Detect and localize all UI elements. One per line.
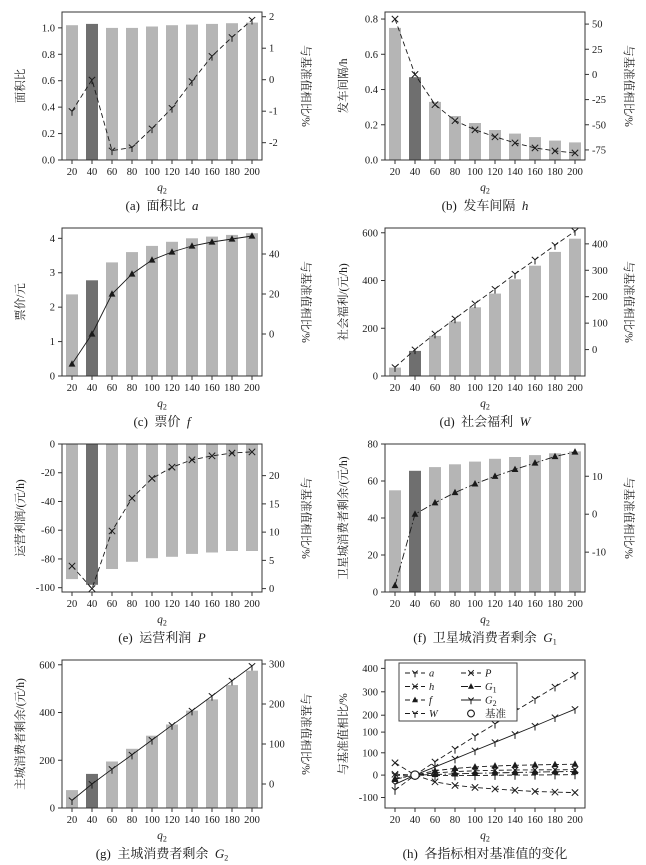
svg-text:100: 100: [592, 318, 608, 330]
svg-text:15: 15: [269, 499, 280, 511]
svg-text:与基准值相比/%: 与基准值相比/%: [299, 693, 311, 775]
svg-text:180: 180: [224, 599, 240, 610]
svg-text:与基准值相比/%: 与基准值相比/%: [622, 261, 634, 343]
svg-text:160: 160: [527, 167, 543, 178]
svg-text:-60: -60: [41, 525, 55, 537]
svg-text:0.6: 0.6: [364, 49, 378, 61]
svg-text:80: 80: [126, 815, 138, 826]
svg-text:(b) 发车间隔 h: (b) 发车间隔 h: [441, 198, 529, 213]
subplot-e-svg: [0, 432, 323, 648]
svg-text:160: 160: [204, 383, 220, 394]
svg-text:200: 200: [269, 699, 285, 711]
svg-text:120: 120: [164, 167, 180, 178]
svg-text:0: 0: [269, 329, 275, 341]
svg-text:140: 140: [184, 383, 200, 394]
svg-text:1: 1: [269, 43, 275, 55]
svg-text:-25: -25: [592, 95, 606, 107]
svg-text:(e) 运营利润 P: (e) 运营利润 P: [118, 630, 206, 645]
svg-text:200: 200: [567, 167, 583, 178]
svg-text:400: 400: [362, 663, 378, 675]
svg-text:3: 3: [49, 268, 55, 280]
svg-text:80: 80: [449, 815, 461, 826]
svg-text:140: 140: [507, 599, 523, 610]
svg-text:-50: -50: [592, 120, 606, 132]
svg-text:与基准值相比/%: 与基准值相比/%: [299, 477, 311, 559]
svg-text:a: a: [429, 668, 435, 680]
svg-text:票价/元: 票价/元: [15, 283, 27, 321]
svg-text:20: 20: [269, 471, 280, 483]
svg-text:100: 100: [362, 727, 378, 739]
svg-text:200: 200: [244, 815, 260, 826]
svg-text:-100: -100: [35, 583, 55, 595]
svg-text:-40: -40: [41, 496, 55, 508]
svg-text:120: 120: [164, 383, 180, 394]
svg-text:300: 300: [592, 265, 608, 277]
svg-text:q2: $q_2$: [480, 830, 490, 844]
svg-text:q2: $q_2$: [480, 398, 490, 412]
svg-text:140: 140: [184, 815, 200, 826]
svg-text:20: 20: [66, 815, 78, 826]
svg-text:200: 200: [244, 599, 260, 610]
svg-text:1: 1: [49, 337, 55, 349]
svg-text:0: 0: [592, 509, 598, 521]
svg-text:20: 20: [66, 383, 78, 394]
svg-text:-10: -10: [592, 547, 606, 559]
svg-text:200: 200: [362, 323, 378, 335]
svg-text:20: 20: [389, 167, 401, 178]
svg-text:20: 20: [389, 383, 401, 394]
svg-text:180: 180: [547, 383, 563, 394]
svg-text:100: 100: [467, 599, 483, 610]
svg-text:160: 160: [204, 599, 220, 610]
svg-text:120: 120: [487, 383, 503, 394]
svg-text:与基准值相比/%: 与基准值相比/%: [338, 693, 350, 775]
svg-text:40: 40: [409, 599, 421, 610]
svg-text:(a) 面积比 a: (a) 面积比 a: [125, 198, 199, 213]
svg-text:20: 20: [269, 289, 280, 301]
svg-text:社会福利/(元/h): 社会福利/(元/h): [338, 263, 350, 341]
svg-text:-1: -1: [269, 106, 278, 118]
svg-text:200: 200: [362, 710, 378, 722]
svg-text:50: 50: [592, 19, 603, 31]
svg-text:0: 0: [372, 770, 378, 782]
svg-text:G1: $G_1$: [485, 682, 497, 695]
svg-text:180: 180: [224, 167, 240, 178]
svg-text:400: 400: [362, 276, 378, 288]
svg-text:160: 160: [204, 167, 220, 178]
svg-text:80: 80: [126, 167, 138, 178]
svg-text:h: h: [429, 682, 435, 693]
svg-text:-2: -2: [269, 138, 278, 150]
svg-text:40: 40: [409, 383, 421, 394]
svg-text:100: 100: [144, 167, 160, 178]
subplot-f-svg: [323, 432, 646, 648]
svg-text:180: 180: [547, 599, 563, 610]
svg-text:运营利润/(元/h): 运营利润/(元/h): [15, 479, 27, 557]
svg-text:100: 100: [467, 383, 483, 394]
subplot-fare: [0, 216, 323, 432]
svg-text:200: 200: [39, 755, 55, 767]
svg-text:200: 200: [244, 167, 260, 178]
svg-text:60: 60: [429, 383, 441, 394]
subplot-area-ratio: [0, 0, 323, 216]
svg-text:80: 80: [367, 439, 378, 451]
svg-text:q2: $q_2$: [157, 614, 167, 628]
svg-text:(h) 各指标相对基准值的变化: (h) 各指标相对基准值的变化: [402, 846, 568, 861]
svg-text:200: 200: [592, 292, 608, 304]
subplot-a-svg: [0, 0, 323, 216]
svg-text:80: 80: [126, 383, 138, 394]
svg-text:140: 140: [507, 815, 523, 826]
svg-text:0.2: 0.2: [364, 120, 378, 132]
svg-text:与基准值相比/%: 与基准值相比/%: [299, 261, 311, 343]
svg-text:100: 100: [362, 748, 378, 760]
svg-text:(d) 社会福利 W: (d) 社会福利 W: [439, 414, 531, 429]
subplot-c-svg: [0, 216, 323, 432]
svg-text:20: 20: [66, 167, 78, 178]
svg-text:40: 40: [86, 815, 98, 826]
svg-text:300: 300: [362, 687, 378, 699]
svg-text:q2: $q_2$: [157, 182, 167, 196]
svg-text:与基准值相比/%: 与基准值相比/%: [299, 45, 311, 127]
svg-text:0.0: 0.0: [41, 155, 55, 167]
svg-text:0.4: 0.4: [41, 102, 55, 114]
subplot-maincity-surplus: [0, 648, 323, 864]
svg-text:60: 60: [429, 815, 441, 826]
svg-text:40: 40: [86, 383, 98, 394]
svg-text:G2: $G_2$: [485, 695, 497, 708]
svg-text:f: f: [429, 695, 432, 707]
svg-text:120: 120: [164, 599, 180, 610]
svg-text:与基准值相比/%: 与基准值相比/%: [622, 45, 634, 127]
svg-text:-80: -80: [41, 554, 55, 566]
svg-text:60: 60: [429, 167, 441, 178]
svg-text:40: 40: [269, 249, 280, 261]
svg-text:200: 200: [244, 383, 260, 394]
svg-text:600: 600: [362, 228, 378, 240]
svg-text:(c) 票价 f: (c) 票价 f: [133, 414, 191, 429]
svg-text:4: 4: [49, 233, 55, 245]
subplot-all-indicators: [323, 648, 646, 864]
svg-text:40: 40: [367, 513, 378, 525]
svg-text:-75: -75: [592, 145, 606, 157]
svg-text:400: 400: [39, 708, 55, 720]
subplot-d-svg: [323, 216, 646, 432]
svg-text:40: 40: [86, 599, 98, 610]
svg-text:120: 120: [487, 599, 503, 610]
svg-text:120: 120: [164, 815, 180, 826]
svg-text:200: 200: [567, 815, 583, 826]
svg-text:(f) 卫星城消费者剩余 G1: (f) 卫星城消费者剩余 G1: [413, 630, 557, 647]
svg-text:100: 100: [467, 815, 483, 826]
svg-text:0.8: 0.8: [364, 14, 378, 26]
subplot-h-svg: [323, 648, 646, 864]
svg-text:0: 0: [372, 587, 378, 599]
svg-text:80: 80: [449, 383, 461, 394]
svg-text:100: 100: [467, 167, 483, 178]
svg-text:20: 20: [389, 599, 401, 610]
svg-text:140: 140: [507, 167, 523, 178]
svg-text:W: W: [429, 709, 438, 720]
svg-text:100: 100: [144, 815, 160, 826]
svg-text:40: 40: [409, 815, 421, 826]
svg-text:q2: $q_2$: [480, 614, 490, 628]
svg-text:10: 10: [592, 471, 603, 483]
svg-text:60: 60: [429, 599, 441, 610]
svg-text:140: 140: [184, 167, 200, 178]
svg-text:0: 0: [49, 439, 55, 451]
svg-text:P: P: [485, 668, 492, 680]
svg-text:2: 2: [269, 12, 275, 24]
svg-text:1.0: 1.0: [41, 23, 55, 35]
svg-text:20: 20: [389, 815, 401, 826]
svg-text:80: 80: [126, 599, 138, 610]
svg-text:25: 25: [592, 44, 603, 56]
svg-text:600: 600: [39, 660, 55, 672]
svg-text:0: 0: [269, 584, 275, 596]
svg-text:5: 5: [269, 555, 275, 567]
svg-text:40: 40: [86, 167, 98, 178]
svg-text:180: 180: [224, 815, 240, 826]
subplot-social-welfare: [323, 216, 646, 432]
svg-text:-100: -100: [358, 792, 378, 804]
svg-text:q2: $q_2$: [480, 182, 490, 196]
svg-text:120: 120: [487, 815, 503, 826]
svg-text:60: 60: [106, 815, 118, 826]
svg-text:与基准值相比/%: 与基准值相比/%: [622, 477, 634, 559]
svg-text:基准: 基准: [485, 709, 506, 720]
svg-text:60: 60: [367, 476, 378, 488]
svg-text:0: 0: [269, 779, 275, 791]
svg-text:面积比: 面积比: [15, 68, 27, 104]
svg-text:0: 0: [372, 371, 378, 383]
svg-text:(g) 主城消费者剩余 G2: (g) 主城消费者剩余 G2: [95, 846, 229, 863]
svg-text:80: 80: [449, 599, 461, 610]
svg-text:100: 100: [144, 599, 160, 610]
svg-text:180: 180: [547, 167, 563, 178]
subplot-operating-profit: [0, 432, 323, 648]
svg-text:主城消费者剩余/(元/h): 主城消费者剩余/(元/h): [15, 678, 27, 790]
svg-text:0.4: 0.4: [364, 85, 378, 97]
svg-text:60: 60: [106, 167, 118, 178]
svg-text:400: 400: [592, 239, 608, 251]
svg-text:180: 180: [547, 815, 563, 826]
svg-text:0: 0: [592, 345, 598, 357]
svg-text:0: 0: [49, 371, 55, 383]
svg-text:160: 160: [527, 599, 543, 610]
svg-text:20: 20: [66, 599, 78, 610]
subplot-g-svg: [0, 648, 323, 864]
subplot-b-svg: [323, 0, 646, 216]
svg-text:140: 140: [507, 383, 523, 394]
svg-text:300: 300: [269, 659, 285, 671]
svg-text:0.6: 0.6: [41, 76, 55, 88]
svg-text:200: 200: [567, 599, 583, 610]
svg-text:180: 180: [224, 383, 240, 394]
svg-text:140: 140: [184, 599, 200, 610]
svg-text:0.0: 0.0: [364, 155, 378, 167]
svg-text:0: 0: [269, 75, 275, 87]
svg-text:40: 40: [409, 167, 421, 178]
svg-text:q2: $q_2$: [157, 830, 167, 844]
subplot-headway: [323, 0, 646, 216]
svg-text:160: 160: [204, 815, 220, 826]
svg-text:80: 80: [449, 167, 461, 178]
svg-text:60: 60: [106, 383, 118, 394]
svg-text:2: 2: [49, 302, 55, 314]
svg-text:0: 0: [592, 69, 598, 81]
svg-text:0.8: 0.8: [41, 49, 55, 61]
svg-text:120: 120: [487, 167, 503, 178]
svg-text:60: 60: [106, 599, 118, 610]
svg-text:q2: $q_2$: [157, 398, 167, 412]
svg-text:0: 0: [49, 803, 55, 815]
svg-text:-20: -20: [41, 468, 55, 480]
svg-text:100: 100: [269, 739, 285, 751]
subplot-satellite-surplus: [323, 432, 646, 648]
svg-text:20: 20: [367, 550, 378, 562]
svg-text:160: 160: [527, 383, 543, 394]
svg-text:发车间隔/h: 发车间隔/h: [338, 58, 350, 114]
svg-text:10: 10: [269, 527, 280, 539]
svg-text:100: 100: [144, 383, 160, 394]
svg-text:200: 200: [567, 383, 583, 394]
svg-text:0.2: 0.2: [41, 129, 55, 141]
svg-text:卫星城消费者剩余/(元/h): 卫星城消费者剩余/(元/h): [338, 456, 350, 580]
svg-text:160: 160: [527, 815, 543, 826]
